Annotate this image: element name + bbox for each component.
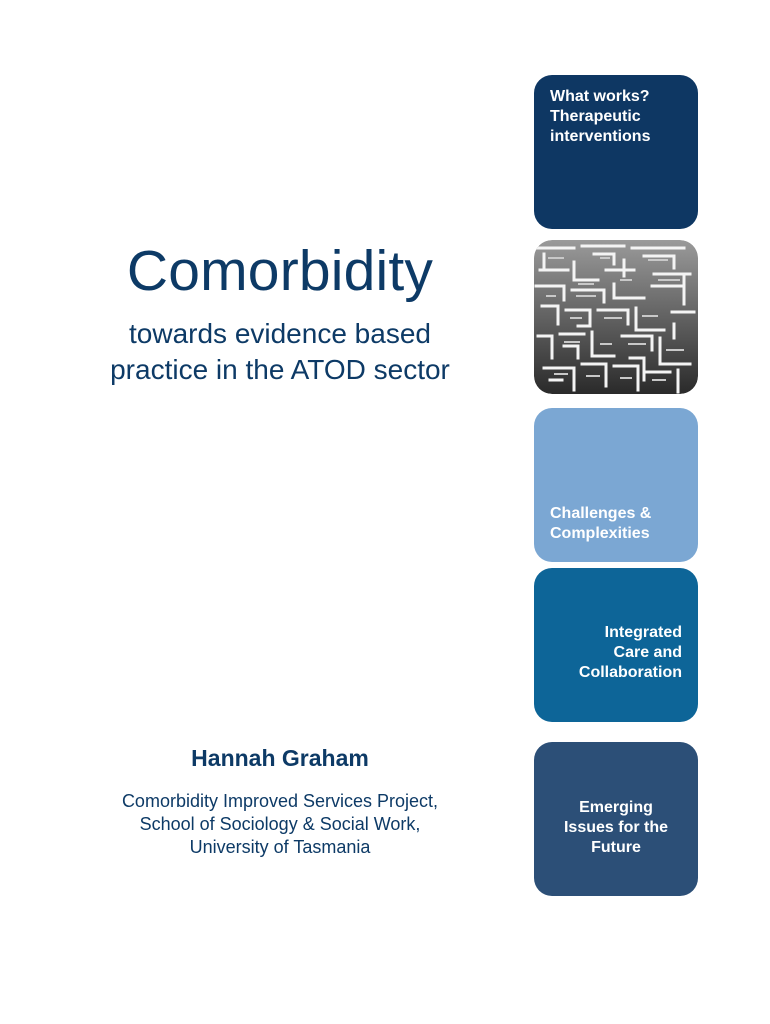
tile-label-line: Integrated [604, 624, 682, 641]
subtitle-line: practice in the ATOD sector [110, 354, 450, 385]
tile-label-line: Issues for the [563, 819, 669, 836]
tile-label-line: Collaboration [578, 664, 682, 681]
tile-label-line: Complexities [550, 525, 650, 542]
affiliation-line: Comorbidity Improved Services Project, [121, 791, 439, 811]
document-subtitle [0, 316, 560, 388]
tile-label [534, 798, 698, 858]
author-affiliation [0, 790, 560, 859]
document-title: Comorbidity [126, 239, 434, 303]
tile-label [550, 504, 651, 544]
affiliation-line: School of Sociology & Social Work, [139, 814, 421, 834]
tile-label-line: Care and [613, 644, 682, 661]
tile-label-line: interventions [550, 128, 651, 145]
tile-what-works [534, 75, 698, 229]
tile-label-line: Therapeutic [550, 108, 641, 125]
author-name: Hannah Graham [191, 745, 369, 771]
affiliation-line: University of Tasmania [189, 837, 371, 857]
subtitle-line: towards evidence based [129, 318, 431, 349]
tile-label [579, 623, 682, 683]
tile-label-line: Emerging [579, 799, 653, 816]
tile-integrated-care [534, 568, 698, 722]
maze-icon [534, 240, 698, 394]
tile-challenges [534, 408, 698, 562]
tile-label-line: Challenges & [550, 505, 652, 522]
tile-label-line: Future [591, 839, 641, 856]
maze-image [534, 240, 698, 394]
tile-emerging-issues [534, 742, 698, 896]
tile-label-line: What works? [550, 88, 650, 105]
tile-label [550, 87, 650, 147]
